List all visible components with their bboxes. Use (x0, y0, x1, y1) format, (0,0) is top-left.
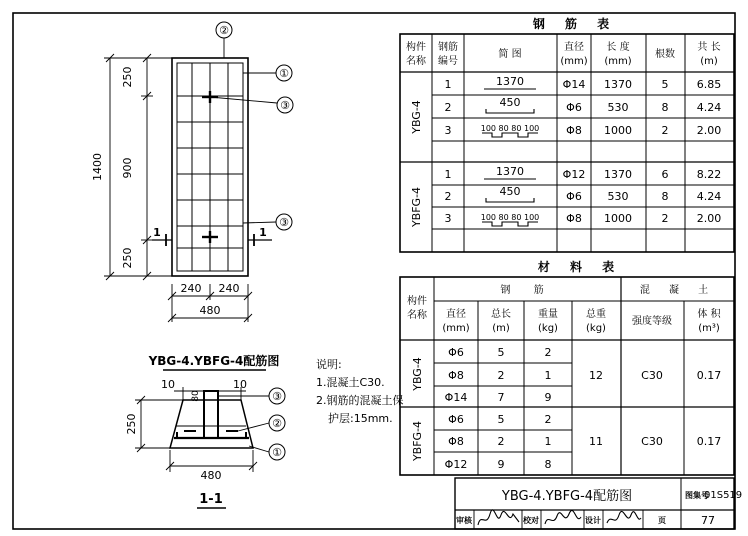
dim-1400: 1400 (91, 153, 104, 181)
section-drawing (135, 387, 285, 472)
rebar-table-title: 钢 筋 表 (532, 17, 618, 31)
mt-g2-vol: 0.17 (696, 435, 722, 448)
section-dim-480: 480 (200, 469, 222, 482)
dim-240-right: 240 (218, 282, 240, 295)
mt-r3-dia: Φ14 (444, 391, 468, 404)
rt-h-len-2: (mm) (604, 56, 632, 67)
rt-r2-total: 4.24 (696, 101, 722, 114)
drawing-title: YBG-4.YBFG-4配筋图 (501, 489, 633, 504)
mt-h-component-1: 构件 (407, 296, 427, 307)
mt-r4-dia: Φ6 (448, 413, 464, 426)
section-mark-left: 1 (153, 226, 161, 239)
rt-h-barno-1: 钢筋 (438, 42, 458, 53)
rt-group-ybfg4: YBFG-4 (410, 186, 423, 228)
mt-r6-wt: 8 (544, 458, 552, 471)
mt-h-totwt-2: (kg) (586, 323, 606, 334)
rt-r3-len: 1000 (604, 124, 632, 137)
rt-h-component-1: 构件 (406, 42, 426, 53)
mt-h-wt-1: 重量 (538, 309, 558, 320)
rt-r1-no: 1 (444, 78, 452, 91)
rt-group-ybg4: YBG-4 (410, 100, 423, 134)
rt-r4-dia: Φ12 (562, 168, 586, 181)
rt-r6-total: 2.00 (696, 212, 722, 225)
mt-r4-wt: 2 (544, 413, 552, 426)
notes-title: 说明: (316, 358, 342, 371)
mt-r3-wt: 9 (544, 391, 552, 404)
mt-r4-len: 5 (497, 413, 505, 426)
mt-h-concrete: 混 凝 土 (639, 285, 717, 296)
rt-r1-dia: Φ14 (562, 78, 586, 91)
plan-callout-2: ② (219, 24, 229, 37)
plan-callout-3a: ③ (280, 99, 290, 112)
page-number: 77 (701, 514, 715, 527)
mt-r5-len: 2 (497, 435, 505, 448)
mt-g1-grade: C30 (641, 369, 663, 382)
mt-r2-len: 2 (497, 369, 505, 382)
mt-r6-len: 9 (497, 458, 505, 471)
mt-h-vol-1: 体 积 (697, 309, 721, 320)
mt-g1-vol: 0.17 (696, 369, 722, 382)
mt-g2-grade: C30 (641, 435, 663, 448)
rt-r1-count: 5 (661, 78, 669, 91)
rt-h-dia-2: (mm) (560, 56, 588, 67)
note-2: 2.钢筋的混凝土保 (316, 394, 404, 407)
mt-r2-wt: 1 (544, 369, 552, 382)
dim-10-left: 10 (161, 378, 175, 391)
rt-r6-dia: Φ8 (566, 212, 582, 225)
rt-r1-shape: 1370 (496, 75, 524, 88)
rt-r3-no: 3 (444, 124, 452, 137)
mt-h-grade: 强度等级 (632, 316, 672, 327)
rt-r6-no: 3 (444, 212, 452, 225)
section-dim-250: 250 (125, 413, 138, 435)
mt-r2-dia: Φ8 (448, 369, 464, 382)
note-3: 护层:15mm. (328, 412, 393, 425)
rt-h-barno-2: 编号 (438, 56, 458, 67)
plan-caption: YBG-4.YBFG-4配筋图 (148, 354, 280, 368)
rt-r5-count: 8 (661, 190, 669, 203)
mt-r6-dia: Φ12 (444, 458, 468, 471)
mt-r3-len: 7 (497, 391, 505, 404)
rt-r2-no: 2 (444, 101, 452, 114)
section-callout-2: ② (272, 417, 282, 430)
rt-h-len-1: 长 度 (606, 42, 630, 53)
dim-250-top: 250 (121, 66, 134, 88)
plan-callout-3b: ③ (279, 216, 289, 229)
rt-r2-count: 8 (661, 101, 669, 114)
mt-h-vol-2: (m³) (698, 323, 720, 334)
rt-h-shape: 简 图 (498, 49, 522, 60)
rt-r2-dia: Φ6 (566, 101, 582, 114)
section-caption: 1-1 (199, 492, 223, 507)
rt-r6-len: 1000 (604, 212, 632, 225)
section-mark-right: 1 (259, 226, 267, 239)
rt-r4-count: 6 (661, 168, 669, 181)
rt-r1-len: 1370 (604, 78, 632, 91)
rt-r6-count: 2 (661, 212, 669, 225)
rt-r4-len: 1370 (604, 168, 632, 181)
rebar-table-body (410, 75, 721, 228)
rt-h-count: 根数 (655, 49, 675, 60)
note-1: 1.混凝土C30. (316, 376, 385, 389)
rt-r2-len: 530 (607, 101, 629, 114)
rt-r4-total: 8.22 (696, 168, 722, 181)
mt-h-steel: 钢 筋 (500, 285, 554, 296)
rt-r5-len: 530 (607, 190, 629, 203)
rt-r3-count: 2 (661, 124, 669, 137)
rt-r5-no: 2 (444, 190, 452, 203)
page-label: 页 (658, 516, 666, 525)
dim-10-right: 10 (233, 378, 247, 391)
rebar-table-header (406, 40, 721, 67)
mt-h-wt-2: (kg) (538, 323, 558, 334)
material-table-header (407, 283, 722, 334)
section-callout-1: ① (272, 446, 282, 459)
check-label: 校对 (523, 516, 539, 525)
rt-r5-shape: 450 (499, 185, 521, 198)
atlas-number: 01S519 (704, 490, 743, 501)
rt-h-dia-1: 直径 (564, 42, 584, 53)
design-label: 设计 (585, 516, 601, 525)
atlas-label: 图集号 (685, 491, 709, 500)
mt-h-len-2: (m) (492, 323, 510, 334)
mt-r1-dia: Φ6 (448, 346, 464, 359)
mt-r5-wt: 1 (544, 435, 552, 448)
dim-80: 80 (191, 390, 201, 402)
title-block (456, 489, 742, 527)
plan-labels (91, 24, 290, 368)
review-label: 审核 (456, 516, 472, 525)
mt-g1-total: 12 (589, 369, 603, 382)
rt-h-component-2: 名称 (406, 56, 426, 67)
mt-h-len-1: 总长 (491, 309, 511, 320)
plan-callout-1: ① (279, 67, 289, 80)
material-table-title: 材 料 表 (537, 260, 623, 274)
rt-r3-shape: 100 80 80 100 (480, 124, 540, 133)
dim-250-bottom: 250 (121, 247, 134, 269)
mt-h-dia-1: 直径 (446, 309, 466, 320)
rt-r3-total: 2.00 (696, 124, 722, 137)
mt-h-totwt-1: 总重 (586, 309, 606, 320)
mt-group-ybg4: YBG-4 (411, 357, 424, 391)
rebar-shape-sketches (482, 89, 538, 226)
mt-group-ybfg4: YBFG-4 (411, 420, 424, 462)
mt-g2-total: 11 (589, 435, 603, 448)
rt-r6-shape: 100 80 80 100 (480, 213, 540, 222)
rt-r2-shape: 450 (499, 96, 521, 109)
rt-h-total-2: (m) (700, 56, 718, 67)
rt-r4-no: 1 (444, 168, 452, 181)
mt-h-dia-2: (mm) (442, 323, 470, 334)
mt-r1-len: 5 (497, 346, 505, 359)
notes (316, 358, 404, 425)
rt-r3-dia: Φ8 (566, 124, 582, 137)
dim-240-left: 240 (180, 282, 202, 295)
mt-r5-dia: Φ8 (448, 435, 464, 448)
mt-r1-wt: 2 (544, 346, 552, 359)
section-callout-3: ③ (272, 390, 282, 403)
dim-480: 480 (199, 304, 221, 317)
rt-h-total-1: 共 长 (697, 42, 721, 53)
rt-r1-total: 6.85 (696, 78, 722, 91)
dim-900: 900 (121, 157, 134, 179)
rt-r4-shape: 1370 (496, 165, 524, 178)
signatures (478, 510, 641, 525)
rt-r5-dia: Φ6 (566, 190, 582, 203)
mt-h-component-2: 名称 (407, 310, 427, 321)
rt-r5-total: 4.24 (696, 190, 722, 203)
